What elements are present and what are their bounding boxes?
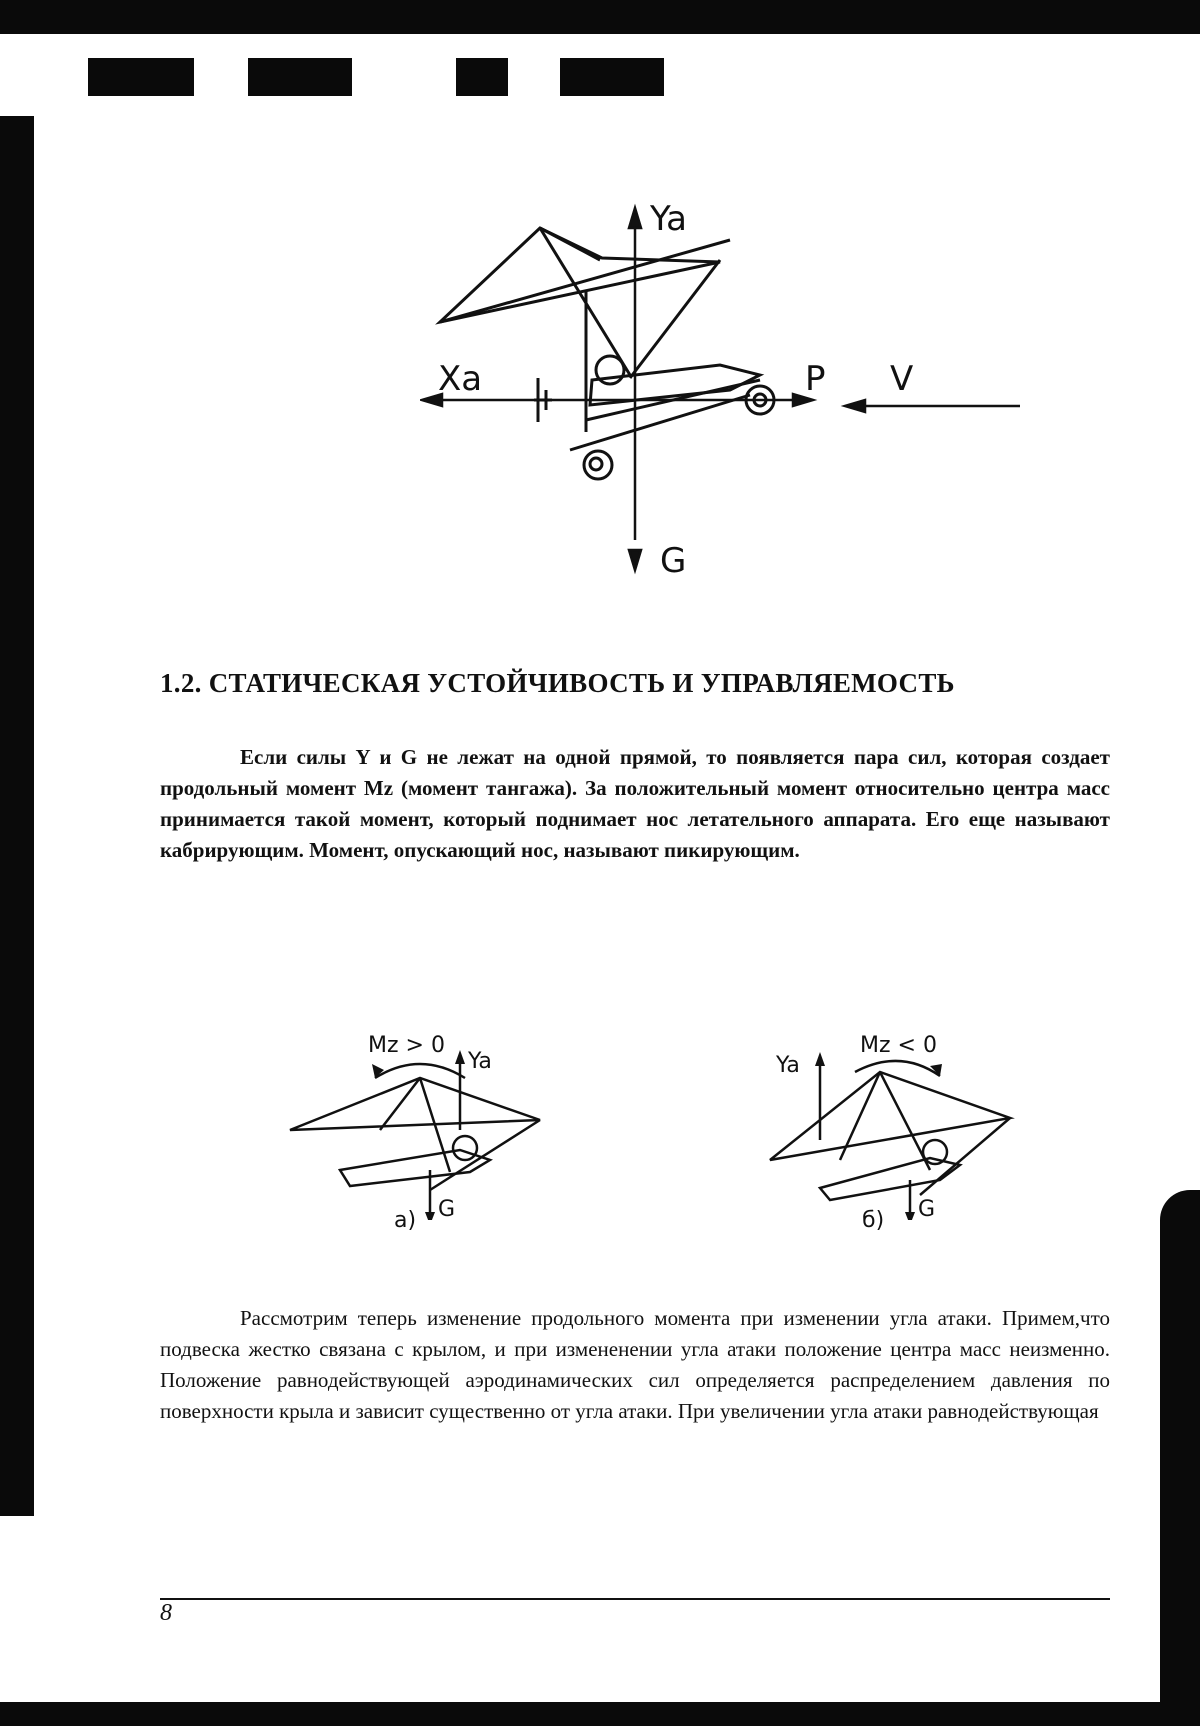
front-wheel <box>584 451 612 479</box>
redaction-block <box>88 58 194 96</box>
g-arrowhead <box>629 550 641 570</box>
g-arrowhead <box>425 1212 435 1220</box>
section-heading: 1.2. СТАТИЧЕСКАЯ УСТОЙЧИВОСТЬ И УПРАВЛЯЕМОСТЬ <box>160 668 955 698</box>
redaction-block <box>456 58 508 96</box>
ya-arrowhead <box>815 1052 825 1066</box>
label-p: P <box>805 359 826 399</box>
label-g: G <box>660 541 687 581</box>
scan-border-left <box>0 116 34 1516</box>
label-moment: Mz < 0 <box>860 1033 937 1058</box>
label-g: G <box>438 1197 456 1220</box>
scan-border-bottom <box>0 1702 1200 1726</box>
figure-moment-positive <box>280 1020 580 1220</box>
label-ya: Ya <box>776 1053 800 1078</box>
paragraph-1: Если силы Y и G не лежат на одной прямой, то появляется пара сил, которая создает продольный момент Mz (момент тангажа). За положительный момент относительно центра масс принимается такой момент, который поднимает нос летательного аппарата. Его еще называют кабрирующим. Момент, опускающий нос, называют пикирующим. <box>160 745 1110 862</box>
figure-forces-diagram <box>420 200 1040 590</box>
footer-rule <box>160 1598 1110 1600</box>
wing-shape <box>770 1072 1010 1160</box>
label-ya: Ya <box>468 1049 492 1074</box>
trike-drawing <box>440 228 774 479</box>
redaction-block <box>248 58 352 96</box>
figure-caption-b: б) <box>862 1208 885 1233</box>
page-number: 8 <box>160 1600 172 1626</box>
ya-arrowhead <box>455 1050 465 1064</box>
label-g: G <box>918 1197 936 1220</box>
figure-caption-a: а) <box>394 1208 417 1233</box>
pilot-body <box>340 1150 490 1186</box>
label-moment: Mz > 0 <box>368 1033 445 1058</box>
scan-border-right <box>1160 1190 1200 1702</box>
wing-shape <box>440 228 720 322</box>
ya-arrowhead <box>629 208 641 228</box>
g-arrowhead <box>905 1212 915 1220</box>
v-arrowhead <box>845 400 865 412</box>
scan-border-top <box>0 0 1200 34</box>
paragraph-2: Рассмотрим теперь изменение продольного момента при изменении угла атаки. Примем,что подвеска жестко связана с крылом, и при измененении угла атаки положение центра масс неизменно. Положение равнодействующей аэродинамических сил определяется распределением давления по поверхности крыла и зависит существенно от угла атаки. При увеличении угла атаки равнодействующая <box>160 1306 1110 1423</box>
redaction-block <box>560 58 664 96</box>
figure-moment-negative <box>760 1020 1060 1220</box>
label-ya: Ya <box>650 200 687 239</box>
label-xa: Xa <box>438 359 483 399</box>
label-v: V <box>890 359 914 399</box>
